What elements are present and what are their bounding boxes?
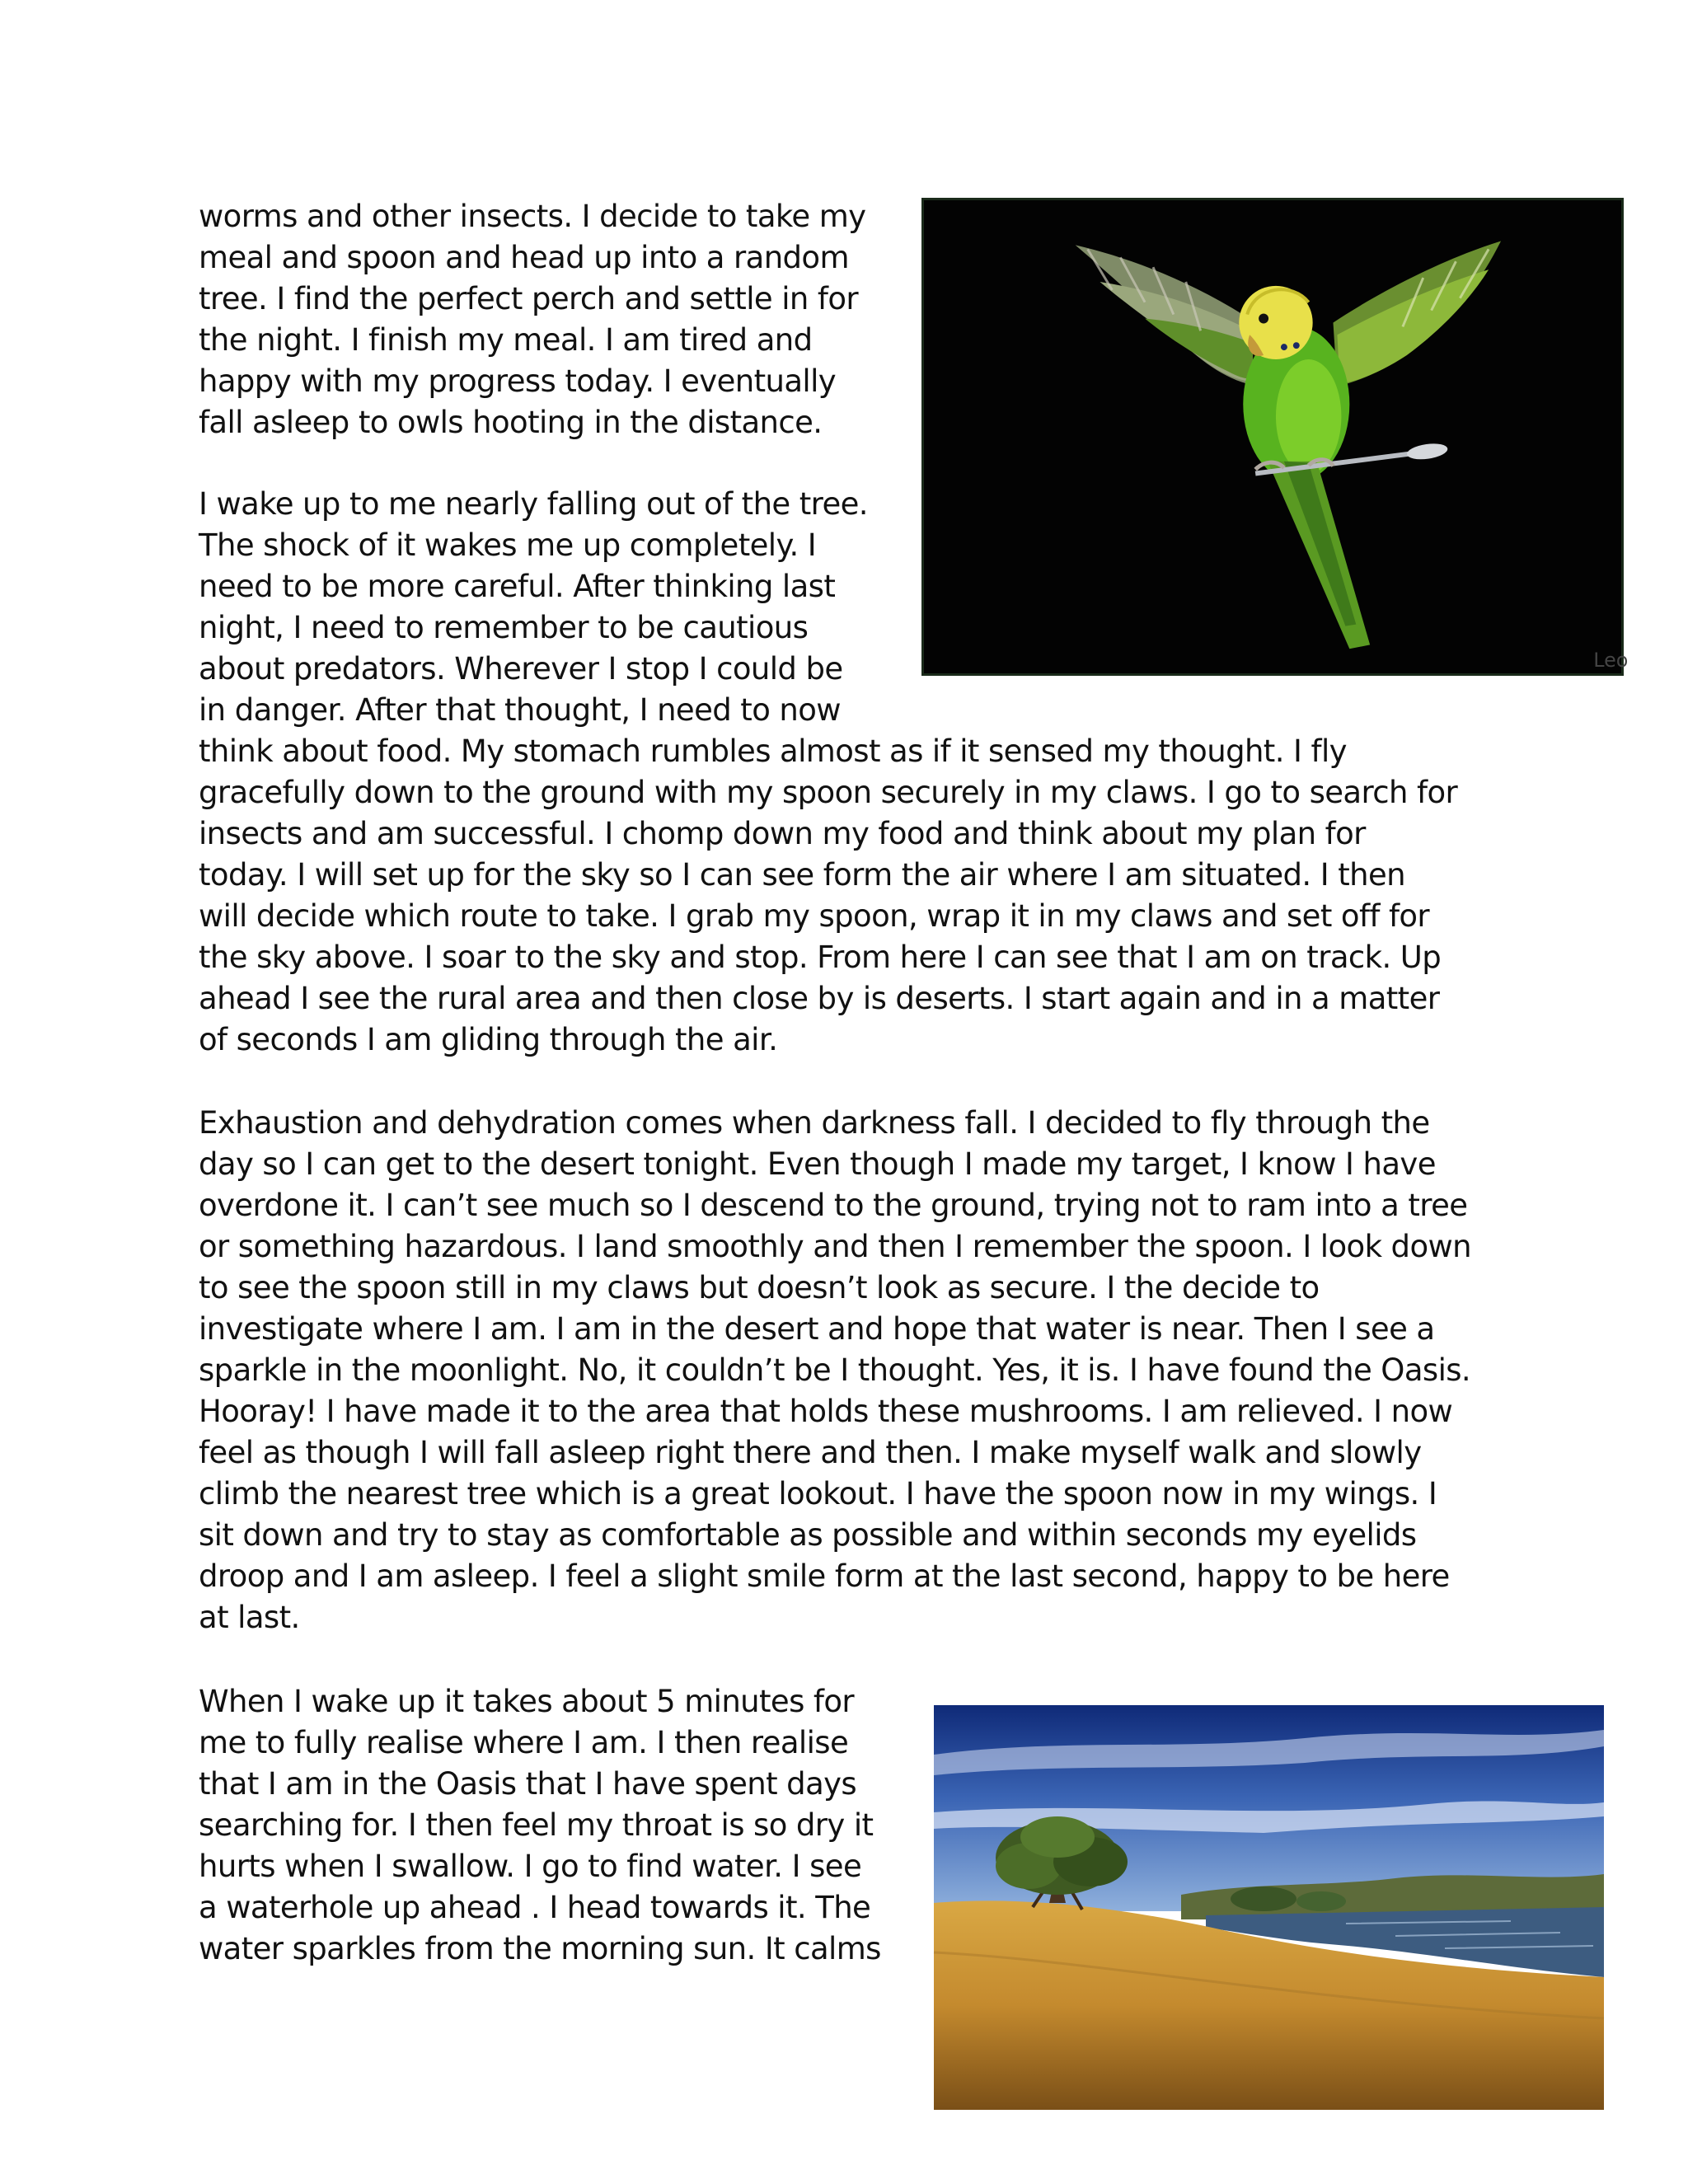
text-line: will decide which route to take. I grab my spoon, wrap it in my claws and set off for (199, 898, 1430, 934)
text-line: ahead I see the rural area and then close by is deserts. I start again and in a matter (199, 981, 1440, 1016)
text-line: the sky above. I soar to the sky and stop. From here I can see that I am on track. Up (199, 940, 1442, 975)
text-line: of seconds I am gliding through the air. (199, 1022, 778, 1057)
text-line: hurts when I swallow. I go to find water. I see (199, 1849, 862, 1884)
parrot-watermark: Leo (1593, 649, 1629, 673)
text-line: overdone it. I can’t see much so I descend to the ground, trying not to ram into a tree (199, 1188, 1468, 1223)
text-line: fall asleep to owls hooting in the distance. (199, 405, 823, 440)
text-line: sparkle in the moonlight. No, it couldn’t be I thought. Yes, it is. I have found the Oasis. (199, 1352, 1471, 1388)
text-line: night, I need to remember to be cautious (199, 610, 809, 645)
text-line: to see the spoon still in my claws but doesn’t look as secure. I the decide to (199, 1270, 1320, 1305)
text-line: tree. I find the perfect perch and settle in for (199, 281, 858, 316)
text-line: a waterhole up ahead . I head towards it. The (199, 1890, 871, 1925)
text-line: need to be more careful. After thinking last (199, 569, 836, 604)
text-line: the night. I finish my meal. I am tired and (199, 322, 813, 358)
parrot-photo (921, 198, 1629, 676)
text-line: I wake up to me nearly falling out of the tree. (199, 486, 868, 522)
text-line: water sparkles from the morning sun. It calms (199, 1931, 881, 1966)
text-line: Hooray! I have made it to the area that holds these mushrooms. I am relieved. I now (199, 1394, 1453, 1429)
text-line: about predators. Wherever I stop I could be (199, 651, 843, 687)
text-line: in danger. After that thought, I need to now (199, 692, 841, 728)
text-line: think about food. My stomach rumbles almost as if it sensed my thought. I fly (199, 733, 1347, 769)
text-line: When I wake up it takes about 5 minutes for (199, 1684, 855, 1719)
text-line: at last. (199, 1600, 300, 1635)
text-line: today. I will set up for the sky so I can see form the air where I am situated. I then (199, 857, 1405, 893)
text-line: me to fully realise where I am. I then realise (199, 1725, 849, 1760)
text-line: gracefully down to the ground with my spoon securely in my claws. I go to search for (199, 775, 1458, 810)
text-line: that I am in the Oasis that I have spent days (199, 1766, 857, 1802)
desert-oasis-photo (934, 1705, 1604, 2110)
text-line: searching for. I then feel my throat is so dry it (199, 1807, 874, 1843)
text-line: Exhaustion and dehydration comes when darkness fall. I decided to fly through the (199, 1105, 1430, 1141)
text-line: feel as though I will fall asleep right there and then. I make myself walk and slowly (199, 1435, 1422, 1470)
text-line: insects and am successful. I chomp down my food and think about my plan for (199, 816, 1366, 851)
text-line: or something hazardous. I land smoothly and then I remember the spoon. I look down (199, 1229, 1471, 1264)
text-line: worms and other insects. I decide to take my (199, 199, 866, 234)
text-line: The shock of it wakes me up completely. I (199, 527, 817, 563)
text-line: droop and I am asleep. I feel a slight smile form at the last second, happy to be here (199, 1558, 1450, 1594)
text-line: meal and spoon and head up into a random (199, 240, 849, 275)
parrot-head (1239, 286, 1312, 359)
text-line: investigate where I am. I am in the desert and hope that water is near. Then I see a (199, 1311, 1435, 1347)
text-line: day so I can get to the desert tonight. Even though I made my target, I know I have (199, 1146, 1436, 1182)
text-line: happy with my progress today. I eventually (199, 363, 837, 399)
text-line: sit down and try to stay as comfortable as possible and within seconds my eyelids (199, 1517, 1417, 1553)
text-line: climb the nearest tree which is a great lookout. I have the spoon now in my wings. I (199, 1476, 1437, 1511)
